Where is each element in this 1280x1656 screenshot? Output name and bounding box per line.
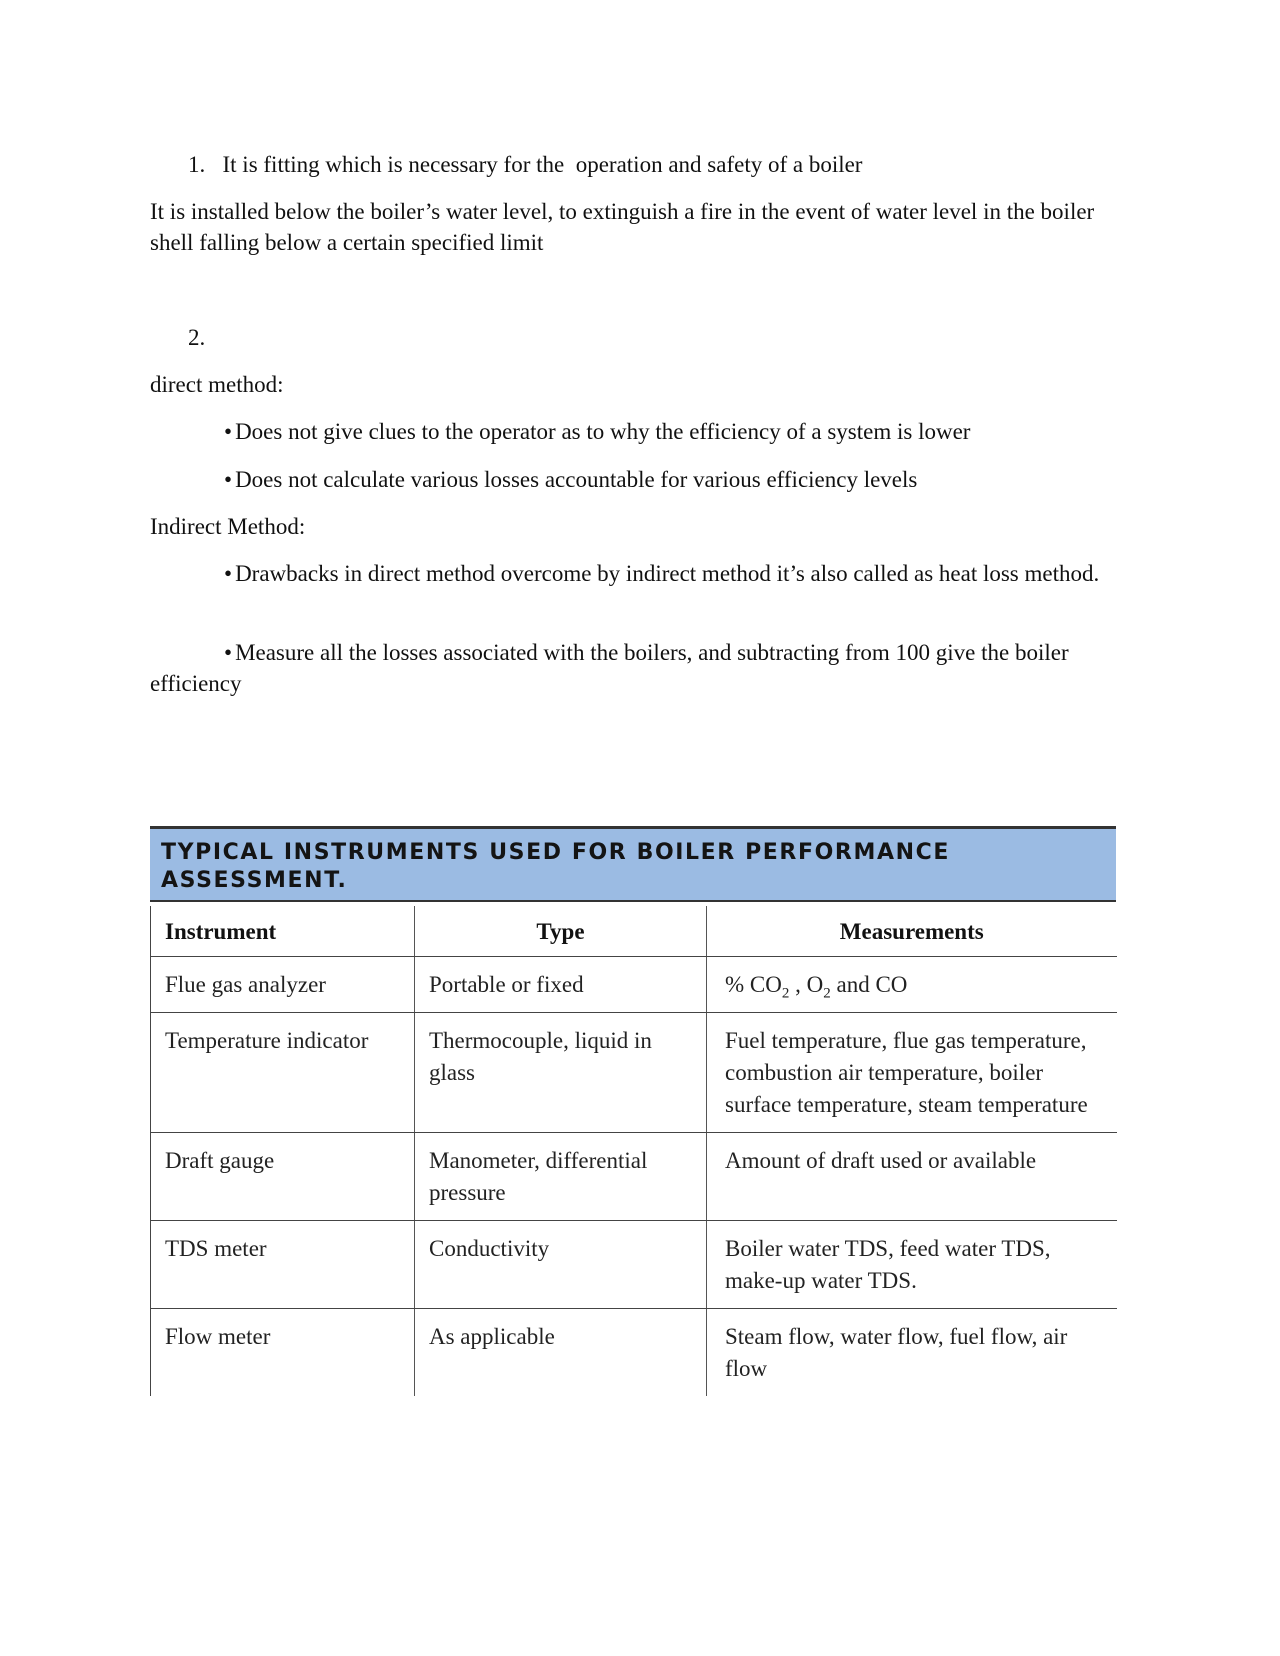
measure-text: , O (789, 972, 824, 997)
indirect-point-2 (150, 637, 1130, 699)
direct-method-label: direct method: (150, 372, 284, 397)
instruments-table-figure (150, 826, 1116, 1382)
direct-point-text: Does not calculate various losses accountable for various efficiency levels (235, 467, 918, 492)
table-row (151, 1013, 1117, 1133)
subscript: 2 (823, 985, 831, 1002)
measure-text: and CO (830, 972, 908, 997)
table-header-row (151, 906, 1117, 957)
cell-measurements: Boiler water TDS, feed water TDS, make-up water TDS. (707, 1221, 1117, 1309)
cell-type: As applicable (415, 1309, 707, 1397)
table-row (151, 1133, 1117, 1221)
bullet-icon: • (224, 467, 233, 492)
direct-point-text: Does not give clues to the operator as to why the efficiency of a system is lower (235, 419, 971, 444)
header-instrument: Instrument (151, 906, 415, 957)
q1-number: 1. (188, 152, 206, 177)
direct-point-1 (224, 416, 970, 447)
cell-instrument: TDS meter (151, 1221, 415, 1309)
indirect-point-text: Drawbacks in direct method overcome by indirect method it’s also called as heat loss method. (235, 561, 1100, 586)
direct-point-2 (224, 464, 917, 495)
bullet-icon: • (224, 561, 233, 586)
indirect-point-1 (150, 558, 1130, 589)
cell-type: Portable or fixed (415, 957, 707, 1013)
cell-instrument: Temperature indicator (151, 1013, 415, 1133)
cell-instrument: Flow meter (151, 1309, 415, 1397)
cell-measurements (707, 957, 1117, 1013)
header-measurements: Measurements (707, 906, 1117, 957)
q1-heading-text: It is fitting which is necessary for the operation and safety of a boiler (222, 152, 863, 177)
table-row (151, 1309, 1117, 1397)
q1-paragraph: It is installed below the boiler’s water level, to extinguish a fire in the event of water level in the boiler shell falling below a certain specified limit (150, 199, 1095, 255)
cell-type: Thermocouple, liquid in glass (415, 1013, 707, 1133)
table-title: TYPICAL INSTRUMENTS USED FOR BOILER PERFORMANCE ASSESSMENT. (161, 840, 950, 893)
measure-text: % CO (725, 972, 782, 997)
q1-heading (188, 149, 862, 180)
subscript: 2 (781, 985, 790, 1002)
table-title-bar (150, 826, 1116, 902)
cell-measurements: Steam flow, water flow, fuel flow, air flow (707, 1309, 1117, 1397)
cell-measurements: Fuel temperature, flue gas temperature, combustion air temperature, boiler surface temperature, steam temperature (707, 1013, 1117, 1133)
cell-measurements: Amount of draft used or available (707, 1133, 1117, 1221)
header-type: Type (415, 906, 707, 957)
cell-type: Conductivity (415, 1221, 707, 1309)
bullet-icon: • (224, 640, 233, 665)
indirect-method-label: Indirect Method: (150, 514, 306, 539)
table-row (151, 1221, 1117, 1309)
cell-instrument: Draft gauge (151, 1133, 415, 1221)
bullet-icon: • (224, 419, 233, 444)
cell-type: Manometer, differential pressure (415, 1133, 707, 1221)
indirect-point-text: Measure all the losses associated with the boilers, and subtracting from 100 give the boiler efficiency (150, 640, 1069, 696)
instruments-table (150, 906, 1117, 1396)
q2-number: 2. (188, 325, 206, 350)
table-row (151, 957, 1117, 1013)
cell-instrument: Flue gas analyzer (151, 957, 415, 1013)
